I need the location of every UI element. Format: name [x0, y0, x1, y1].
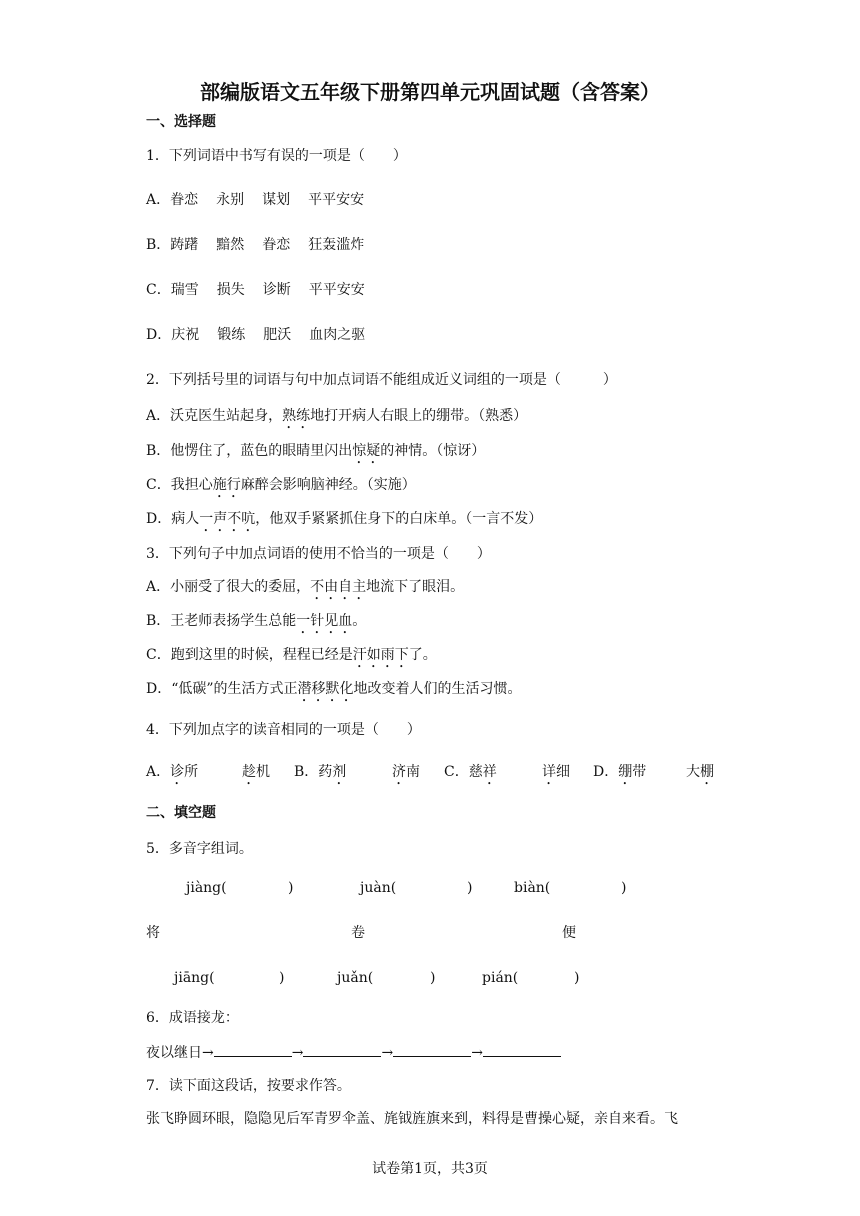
question-5-stem: 5．多音字组词。	[146, 841, 253, 857]
question-2-option-b: B．他愣住了，蓝色的眼睛里闪出惊疑的神情。（惊讶）	[146, 443, 486, 459]
question-3-option-c: C．跑到这里的时候，程程已经是汗如雨下了。	[146, 647, 437, 663]
idiom-chain: 夜以继日→ → → →	[146, 1042, 561, 1063]
question-6-stem: 6．成语接龙：	[146, 1010, 239, 1026]
question-1-stem: 1．下列词语中书写有误的一项是（ ）	[146, 148, 407, 164]
pinyin-juan4: juàn(	[360, 880, 397, 896]
question-3-option-d: D．“低碳”的生活方式正潜移默化地改变着人们的生活习惯。	[146, 681, 522, 697]
answer-blank-2[interactable]	[303, 1042, 381, 1057]
paren-close: )	[430, 970, 436, 986]
paren-close: )	[621, 880, 627, 896]
question-4-option-b-word2: 济南	[392, 764, 420, 780]
page-title: 部编版语文五年级下册第四单元巩固试题（含答案）	[200, 80, 660, 104]
question-3-option-b: B．王老师表扬学生总能一针见血。	[146, 613, 367, 629]
answer-blank-1[interactable]	[214, 1042, 292, 1057]
question-1-option-c: C．瑞雪 损失 诊断 平平安安	[146, 282, 365, 298]
pinyin-juan3: juǎn(	[337, 970, 374, 986]
idiom-start: 夜以继日	[146, 1045, 202, 1061]
page-footer: 试卷第1页，共3页	[372, 1161, 488, 1177]
section-choice-heading: 一、选择题	[146, 114, 216, 130]
answer-blank-4[interactable]	[483, 1042, 561, 1057]
paren-close: )	[279, 970, 285, 986]
paren-close: )	[288, 880, 294, 896]
question-2-option-a: A．沃克医生站起身，熟练地打开病人右眼上的绷带。（熟悉）	[146, 408, 528, 424]
question-1-option-d: D．庆祝 锻练 肥沃 血肉之驱	[146, 327, 366, 343]
section-fill-heading: 二、填空题	[146, 805, 216, 821]
question-4-option-c: C．慈祥	[444, 764, 497, 780]
question-4-option-d: D．绷带	[593, 764, 647, 780]
pinyin-pian2: pián(	[482, 970, 519, 986]
pinyin-jiang1: jiāng(	[174, 970, 215, 986]
question-4-option-a: A．诊所	[146, 764, 199, 780]
pinyin-jiang4: jiàng(	[186, 880, 227, 896]
question-4-stem: 4．下列加点字的读音相同的一项是（ ）	[146, 722, 421, 738]
question-1-option-a: A．眷恋 永别 谋划 平平安安	[146, 192, 365, 208]
paren-close: )	[574, 970, 580, 986]
question-4-option-d-word2: 大棚	[686, 764, 714, 780]
question-2-option-c: C．我担心施行麻醉会影响脑神经。（实施）	[146, 477, 416, 493]
question-2-option-d: D．病人一声不吭，他双手紧紧抓住身下的白床单。（一言不发）	[146, 511, 543, 527]
question-7-passage: 张飞睁圆环眼，隐隐见后军青罗伞盖、旄钺旌旗来到，料得是曹操心疑，亲自来看。飞	[146, 1111, 678, 1127]
char-bian: 便	[562, 925, 576, 941]
question-3-stem: 3．下列句子中加点词语的使用不恰当的一项是（ ）	[146, 546, 491, 562]
question-4-option-a-word2: 趁机	[242, 764, 270, 780]
question-1-option-b: B．踌躇 黯然 眷恋 狂轰滥炸	[146, 237, 365, 253]
answer-blank-3[interactable]	[393, 1042, 471, 1057]
pinyin-bian4: biàn(	[514, 880, 551, 896]
question-7-stem: 7．读下面这段话，按要求作答。	[146, 1078, 351, 1094]
char-jiang: 将	[146, 925, 160, 941]
question-4-option-c-word2: 详细	[542, 764, 570, 780]
char-juan: 卷	[351, 925, 365, 941]
question-3-option-a: A．小丽受了很大的委屈，不由自主地流下了眼泪。	[146, 579, 465, 595]
question-2-stem: 2．下列括号里的词语与句中加点词语不能组成近义词组的一项是（ ）	[146, 372, 617, 388]
question-4-option-b: B．药剂	[294, 764, 347, 780]
paren-close: )	[467, 880, 473, 896]
